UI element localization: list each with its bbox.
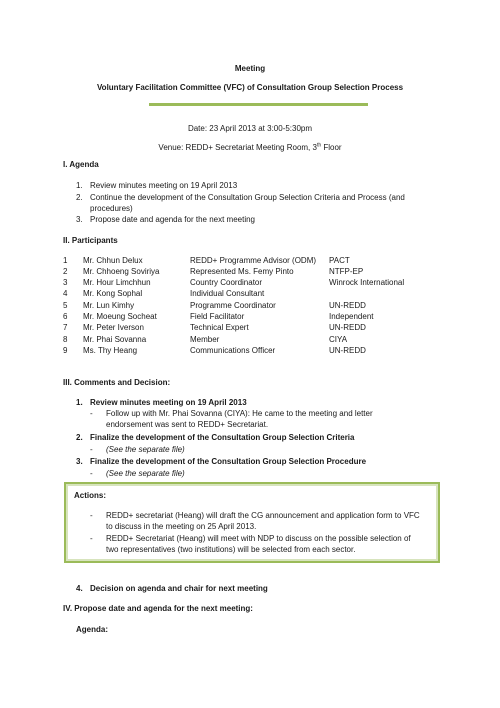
- participant-organization: UN-REDD: [329, 346, 366, 355]
- participant-name: Mr. Kong Sophal: [83, 289, 143, 298]
- participant-role: Represented Ms. Femy Pinto: [190, 267, 294, 276]
- participant-name: Mr. Phai Sovanna: [83, 335, 147, 344]
- participant-number: 5: [63, 301, 68, 310]
- participant-role: Technical Expert: [190, 323, 249, 332]
- comment-number: 4.: [76, 584, 83, 593]
- comment-note: Follow up with Mr. Phai Sovanna (CIYA): He came to the meeting and letter: [106, 409, 373, 418]
- comment-title: Finalize the development of the Consultation Group Selection Procedure: [90, 457, 367, 466]
- dash-bullet: -: [90, 409, 93, 418]
- comment-number: 3.: [76, 457, 83, 466]
- title-divider: [149, 103, 368, 106]
- participant-organization: UN-REDD: [329, 301, 366, 310]
- date-line: Date: 23 April 2013 at 3:00-5:30pm: [187, 124, 313, 133]
- action-item: REDD+ secretariat (Heang) will draft the CG announcement and application form to VFC: [106, 511, 420, 520]
- agenda-number: 1.: [76, 181, 83, 190]
- agenda-number: 2.: [76, 193, 83, 202]
- agenda-item-text: Continue the development of the Consultation Group Selection Criteria and Process (and: [90, 193, 405, 202]
- comment-title: Review minutes meeting on 19 April 2013: [90, 398, 247, 407]
- participant-role: Communications Officer: [190, 346, 276, 355]
- comment-note: (See the separate file): [106, 445, 185, 454]
- agenda-item-text: Propose date and agenda for the next meeting: [90, 215, 256, 224]
- participants-heading: II. Participants: [63, 236, 118, 245]
- participant-role: Programme Coordinator: [190, 301, 276, 310]
- participant-number: 6: [63, 312, 68, 321]
- agenda-heading: I. Agenda: [63, 160, 99, 169]
- dash-bullet: -: [90, 511, 93, 520]
- participant-organization: CIYA: [329, 335, 348, 344]
- participant-name: Mr. Chhun Delux: [83, 256, 143, 265]
- participant-number: 7: [63, 323, 68, 332]
- document-subtitle: Voluntary Facilitation Committee (VFC) of Consultation Group Selection Process: [96, 83, 404, 92]
- participant-name: Mr. Lun Kimhy: [83, 301, 135, 310]
- participant-organization: Winrock International: [329, 278, 405, 287]
- comment-number: 2.: [76, 433, 83, 442]
- actions-heading: Actions:: [74, 491, 106, 500]
- dash-bullet: -: [90, 534, 93, 543]
- participant-organization: Independent: [329, 312, 374, 321]
- agenda-item-text: Review minutes meeting on 19 April 2013: [90, 181, 238, 190]
- comments-heading: III. Comments and Decision:: [63, 378, 171, 387]
- participant-number: 4: [63, 289, 68, 298]
- action-item-continued: two representatives (two institutions) will be selected from each sector.: [106, 545, 356, 554]
- agenda-number: 3.: [76, 215, 83, 224]
- participant-number: 2: [63, 267, 68, 276]
- participant-role: Field Facilitator: [190, 312, 245, 321]
- dash-bullet: -: [90, 469, 93, 478]
- action-item: REDD+ Secretariat (Heang) will meet with NDP to discuss on the possible selection of: [106, 534, 411, 543]
- next-meeting-agenda-label: Agenda:: [76, 625, 108, 634]
- participant-role: Individual Consultant: [190, 289, 265, 298]
- venue-line: Venue: REDD+ Secretariat Meeting Room, 3th Floor: [158, 142, 342, 152]
- participant-name: Mr. Peter Iverson: [83, 323, 144, 332]
- agenda-item-text-continued: procedures): [90, 204, 133, 213]
- participant-name: Mr. Moeung Socheat: [83, 312, 157, 321]
- participant-number: 9: [63, 346, 68, 355]
- comment-number: 1.: [76, 398, 83, 407]
- participant-organization: PACT: [329, 256, 350, 265]
- action-item-continued: to discuss in the meeting on 25 April 2013.: [106, 522, 257, 531]
- participant-organization: UN-REDD: [329, 323, 366, 332]
- participant-number: 3: [63, 278, 68, 287]
- participant-role: Member: [190, 335, 220, 344]
- comment-note: (See the separate file): [106, 469, 185, 478]
- page-title: Meeting: [234, 64, 266, 73]
- dash-bullet: -: [90, 445, 93, 454]
- participant-organization: NTFP-EP: [329, 267, 364, 276]
- participant-role: Country Coordinator: [190, 278, 263, 287]
- comment-title: Finalize the development of the Consultation Group Selection Criteria: [90, 433, 355, 442]
- participant-name: Mr. Chhoeng Soviriya: [83, 267, 160, 276]
- participant-number: 1: [63, 256, 68, 265]
- participant-name: Ms. Thy Heang: [83, 346, 138, 355]
- participant-name: Mr. Hour Limchhun: [83, 278, 151, 287]
- comment-note-continued: endorsement was sent to REDD+ Secretariat.: [106, 420, 269, 429]
- next-meeting-heading: IV. Propose date and agenda for the next meeting:: [63, 604, 253, 613]
- participant-number: 8: [63, 335, 68, 344]
- participant-role: REDD+ Programme Advisor (ODM): [190, 256, 317, 265]
- comment-title: Decision on agenda and chair for next meeting: [90, 584, 268, 593]
